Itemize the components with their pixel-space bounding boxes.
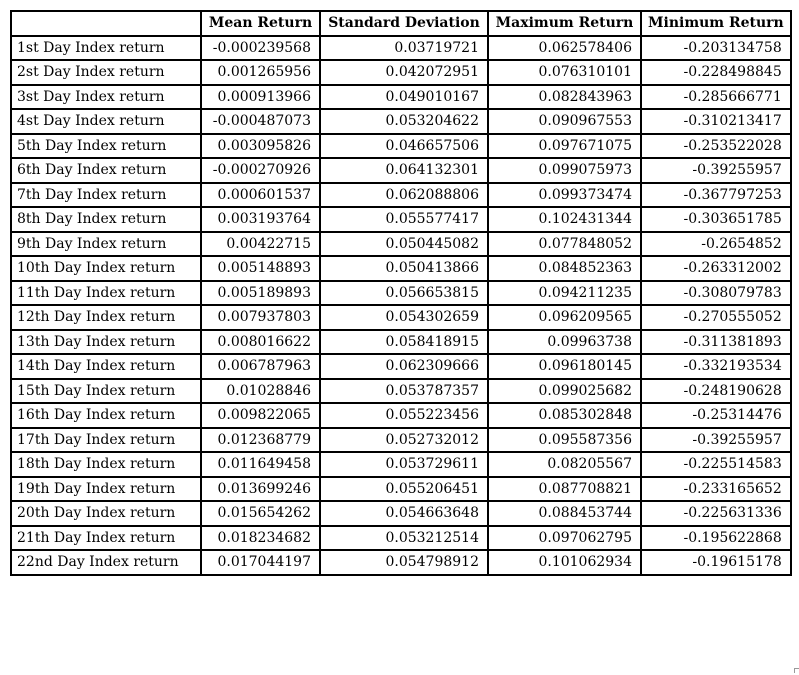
minimum-return-cell: -0.263312002	[641, 256, 791, 281]
mean-return-cell: 0.003095826	[201, 134, 320, 159]
maximum-return-cell: 0.102431344	[488, 207, 641, 232]
minimum-return-cell: -0.308079783	[641, 281, 791, 306]
maximum-return-cell: 0.076310101	[488, 60, 641, 85]
maximum-return-cell: 0.099075973	[488, 158, 641, 183]
mean-return-cell: 0.01028846	[201, 379, 320, 404]
table-row	[11, 550, 791, 575]
mean-return-cell: 0.015654262	[201, 501, 320, 526]
mean-return-cell: 0.000913966	[201, 85, 320, 110]
row-label: 20th Day Index return	[11, 501, 201, 526]
table-row	[11, 183, 791, 208]
mean-return-cell: 0.00422715	[201, 232, 320, 257]
standard-deviation-cell: 0.053729611	[320, 452, 488, 477]
standard-deviation-cell: 0.052732012	[320, 428, 488, 453]
minimum-return-cell: -0.233165652	[641, 477, 791, 502]
standard-deviation-cell: 0.055577417	[320, 207, 488, 232]
standard-deviation-cell: 0.042072951	[320, 60, 488, 85]
maximum-return-cell: 0.084852363	[488, 256, 641, 281]
maximum-return-cell: 0.095587356	[488, 428, 641, 453]
row-label: 12th Day Index return	[11, 305, 201, 330]
standard-deviation-cell: 0.046657506	[320, 134, 488, 159]
mean-return-cell: 0.003193764	[201, 207, 320, 232]
maximum-return-cell: 0.099025682	[488, 379, 641, 404]
row-label: 14th Day Index return	[11, 354, 201, 379]
minimum-return-cell: -0.39255957	[641, 428, 791, 453]
standard-deviation-cell: 0.058418915	[320, 330, 488, 355]
maximum-return-cell: 0.096209565	[488, 305, 641, 330]
standard-deviation-cell: 0.053787357	[320, 379, 488, 404]
mean-return-cell: 0.001265956	[201, 60, 320, 85]
standard-deviation-cell: 0.054798912	[320, 550, 488, 575]
mean-return-cell: -0.000270926	[201, 158, 320, 183]
maximum-return-cell: 0.090967553	[488, 109, 641, 134]
standard-deviation-cell: 0.055223456	[320, 403, 488, 428]
row-label: 8th Day Index return	[11, 207, 201, 232]
table-row	[11, 379, 791, 404]
row-label: 13th Day Index return	[11, 330, 201, 355]
row-label: 6th Day Index return	[11, 158, 201, 183]
row-label: 4st Day Index return	[11, 109, 201, 134]
mean-return-cell: 0.018234682	[201, 526, 320, 551]
table-row	[11, 428, 791, 453]
table-row	[11, 232, 791, 257]
mean-return-cell: -0.000239568	[201, 36, 320, 61]
standard-deviation-cell: 0.054663648	[320, 501, 488, 526]
row-label: 17th Day Index return	[11, 428, 201, 453]
header-mean-return: Mean Return	[201, 11, 320, 36]
standard-deviation-cell: 0.064132301	[320, 158, 488, 183]
minimum-return-cell: -0.228498845	[641, 60, 791, 85]
mean-return-cell: 0.007937803	[201, 305, 320, 330]
row-label: 22nd Day Index return	[11, 550, 201, 575]
minimum-return-cell: -0.225631336	[641, 501, 791, 526]
row-label: 5th Day Index return	[11, 134, 201, 159]
table-row	[11, 158, 791, 183]
table-row	[11, 452, 791, 477]
standard-deviation-cell: 0.062309666	[320, 354, 488, 379]
row-label: 18th Day Index return	[11, 452, 201, 477]
minimum-return-cell: -0.285666771	[641, 85, 791, 110]
table-row	[11, 501, 791, 526]
maximum-return-cell: 0.082843963	[488, 85, 641, 110]
table-header	[11, 11, 791, 36]
mean-return-cell: 0.009822065	[201, 403, 320, 428]
minimum-return-cell: -0.19615178	[641, 550, 791, 575]
mean-return-cell: 0.008016622	[201, 330, 320, 355]
standard-deviation-cell: 0.050445082	[320, 232, 488, 257]
table-row	[11, 207, 791, 232]
minimum-return-cell: -0.2654852	[641, 232, 791, 257]
table-body	[11, 36, 791, 575]
standard-deviation-cell: 0.053204622	[320, 109, 488, 134]
maximum-return-cell: 0.099373474	[488, 183, 641, 208]
table-row	[11, 85, 791, 110]
maximum-return-cell: 0.08205567	[488, 452, 641, 477]
standard-deviation-cell: 0.055206451	[320, 477, 488, 502]
table-row	[11, 526, 791, 551]
mean-return-cell: -0.000487073	[201, 109, 320, 134]
row-label: 1st Day Index return	[11, 36, 201, 61]
table-row	[11, 354, 791, 379]
mean-return-cell: 0.000601537	[201, 183, 320, 208]
mean-return-cell: 0.013699246	[201, 477, 320, 502]
maximum-return-cell: 0.077848052	[488, 232, 641, 257]
minimum-return-cell: -0.253522028	[641, 134, 791, 159]
maximum-return-cell: 0.087708821	[488, 477, 641, 502]
row-label: 19th Day Index return	[11, 477, 201, 502]
maximum-return-cell: 0.094211235	[488, 281, 641, 306]
standard-deviation-cell: 0.03719721	[320, 36, 488, 61]
header-minimum-return: Minimum Return	[641, 11, 791, 36]
row-label: 2st Day Index return	[11, 60, 201, 85]
row-label: 7th Day Index return	[11, 183, 201, 208]
mean-return-cell: 0.005189893	[201, 281, 320, 306]
maximum-return-cell: 0.09963738	[488, 330, 641, 355]
minimum-return-cell: -0.39255957	[641, 158, 791, 183]
minimum-return-cell: -0.303651785	[641, 207, 791, 232]
standard-deviation-cell: 0.054302659	[320, 305, 488, 330]
maximum-return-cell: 0.097062795	[488, 526, 641, 551]
maximum-return-cell: 0.097671075	[488, 134, 641, 159]
header-standard-deviation: Standard Deviation	[320, 11, 488, 36]
minimum-return-cell: -0.310213417	[641, 109, 791, 134]
maximum-return-cell: 0.096180145	[488, 354, 641, 379]
mean-return-cell: 0.011649458	[201, 452, 320, 477]
row-label: 11th Day Index return	[11, 281, 201, 306]
minimum-return-cell: -0.225514583	[641, 452, 791, 477]
table-row	[11, 281, 791, 306]
minimum-return-cell: -0.25314476	[641, 403, 791, 428]
table-row	[11, 109, 791, 134]
minimum-return-cell: -0.203134758	[641, 36, 791, 61]
header-row	[11, 11, 791, 36]
mean-return-cell: 0.017044197	[201, 550, 320, 575]
minimum-return-cell: -0.195622868	[641, 526, 791, 551]
row-label: 9th Day Index return	[11, 232, 201, 257]
table-row	[11, 330, 791, 355]
table-row	[11, 36, 791, 61]
maximum-return-cell: 0.101062934	[488, 550, 641, 575]
row-label: 16th Day Index return	[11, 403, 201, 428]
minimum-return-cell: -0.332193534	[641, 354, 791, 379]
table-row	[11, 477, 791, 502]
row-label: 3st Day Index return	[11, 85, 201, 110]
maximum-return-cell: 0.088453744	[488, 501, 641, 526]
minimum-return-cell: -0.311381893	[641, 330, 791, 355]
header-maximum-return: Maximum Return	[488, 11, 641, 36]
index-return-statistics-table	[10, 10, 792, 576]
table-row	[11, 134, 791, 159]
minimum-return-cell: -0.367797253	[641, 183, 791, 208]
mean-return-cell: 0.012368779	[201, 428, 320, 453]
table-row	[11, 60, 791, 85]
standard-deviation-cell: 0.049010167	[320, 85, 488, 110]
table-row	[11, 305, 791, 330]
row-label: 21th Day Index return	[11, 526, 201, 551]
row-label: 15th Day Index return	[11, 379, 201, 404]
standard-deviation-cell: 0.053212514	[320, 526, 488, 551]
maximum-return-cell: 0.085302848	[488, 403, 641, 428]
mean-return-cell: 0.005148893	[201, 256, 320, 281]
page-corner-mark	[794, 668, 799, 673]
standard-deviation-cell: 0.050413866	[320, 256, 488, 281]
standard-deviation-cell: 0.062088806	[320, 183, 488, 208]
header-blank-cell	[11, 11, 201, 36]
table-row	[11, 403, 791, 428]
mean-return-cell: 0.006787963	[201, 354, 320, 379]
table-row	[11, 256, 791, 281]
row-label: 10th Day Index return	[11, 256, 201, 281]
minimum-return-cell: -0.248190628	[641, 379, 791, 404]
standard-deviation-cell: 0.056653815	[320, 281, 488, 306]
minimum-return-cell: -0.270555052	[641, 305, 791, 330]
maximum-return-cell: 0.062578406	[488, 36, 641, 61]
